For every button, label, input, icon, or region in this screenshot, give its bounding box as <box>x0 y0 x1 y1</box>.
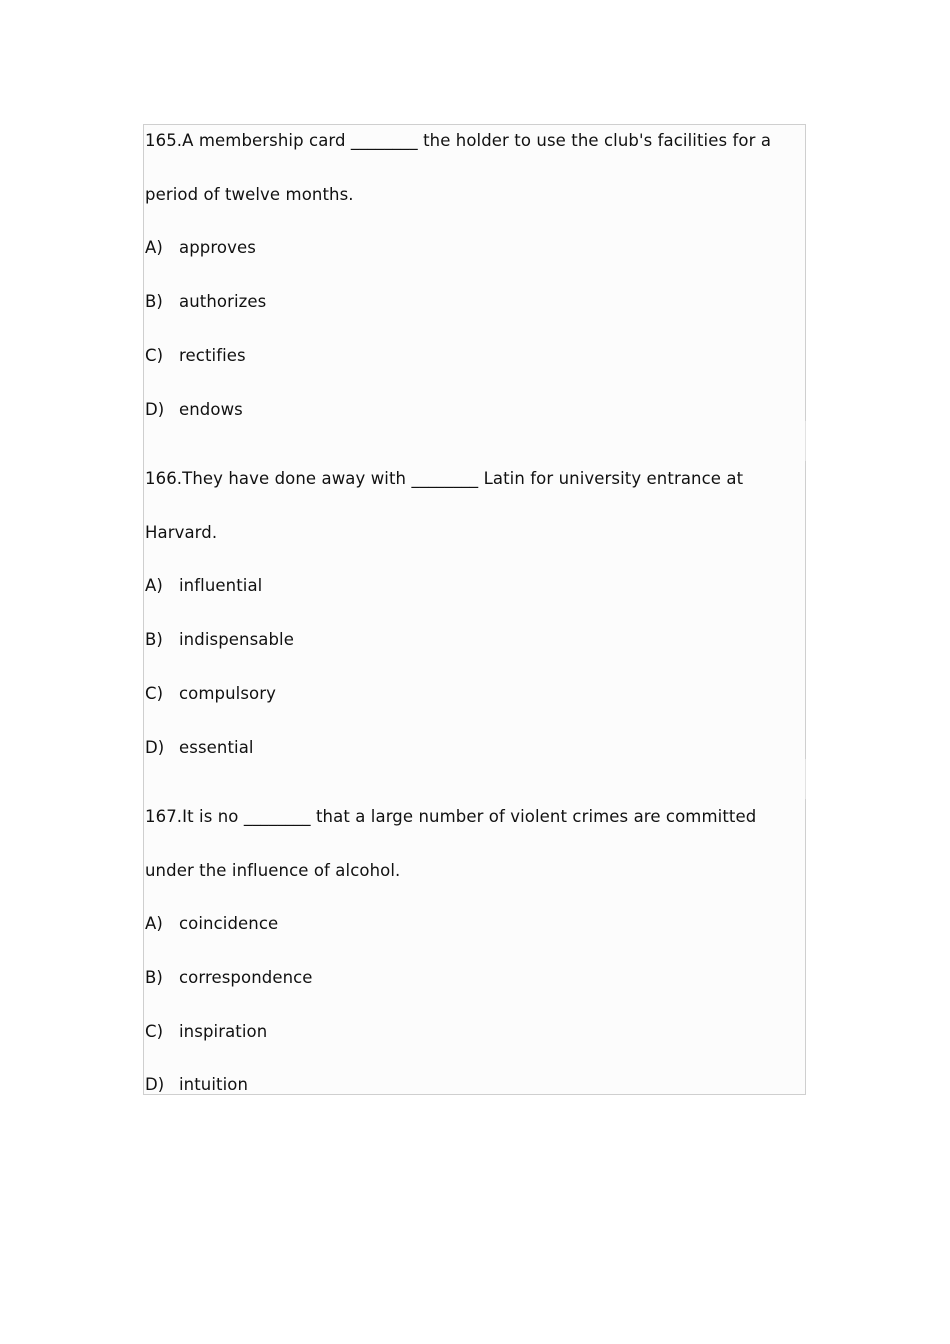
option-text: inspiration <box>179 1022 268 1041</box>
question-165-option-a[interactable] <box>145 238 256 258</box>
option-text: essential <box>179 738 254 757</box>
question-167-text-line1: 167.It is no ________ that a large number of violent crimes are committed <box>145 807 757 826</box>
option-text: approves <box>179 238 256 257</box>
option-text: compulsory <box>179 684 276 703</box>
option-text: coincidence <box>179 914 279 933</box>
option-letter: C) <box>145 1022 164 1041</box>
question-166-option-b[interactable] <box>145 630 294 650</box>
question-166-option-d[interactable] <box>145 738 254 758</box>
question-166-option-c[interactable] <box>145 684 276 704</box>
question-166-text-line1: 166.They have done away with ________ Latin for university entrance at <box>145 469 744 488</box>
question-166-option-a[interactable] <box>145 576 262 596</box>
option-text: influential <box>179 576 263 595</box>
question-165-option-b[interactable] <box>145 292 266 312</box>
question-167-option-c[interactable] <box>145 1022 267 1042</box>
question-167-option-d[interactable] <box>145 1075 248 1095</box>
option-letter: B) <box>145 968 163 987</box>
question-165-option-c[interactable] <box>145 346 246 366</box>
option-letter: A) <box>145 576 163 595</box>
option-letter: C) <box>145 346 164 365</box>
option-text: endows <box>179 400 243 419</box>
section-divider <box>805 759 806 799</box>
question-166-text-line2: Harvard. <box>145 523 218 542</box>
option-text: rectifies <box>179 346 246 365</box>
option-text: intuition <box>179 1075 249 1094</box>
question-167-option-a[interactable] <box>145 914 278 934</box>
question-165-text-line1: 165.A membership card ________ the holder to use the club's facilities for a <box>145 131 772 150</box>
question-165-text-line2: period of twelve months. <box>145 185 354 204</box>
option-letter: A) <box>145 914 163 933</box>
option-letter: B) <box>145 292 163 311</box>
option-letter: D) <box>145 738 165 757</box>
option-letter: A) <box>145 238 163 257</box>
option-text: correspondence <box>179 968 313 987</box>
option-letter: B) <box>145 630 163 649</box>
option-text: authorizes <box>179 292 267 311</box>
option-letter: D) <box>145 1075 165 1094</box>
question-167-option-b[interactable] <box>145 968 313 988</box>
question-167-text-line2: under the influence of alcohol. <box>145 861 401 880</box>
option-letter: C) <box>145 684 164 703</box>
question-165-option-d[interactable] <box>145 400 243 420</box>
section-divider <box>805 421 806 461</box>
option-text: indispensable <box>179 630 294 649</box>
option-letter: D) <box>145 400 165 419</box>
question-container <box>143 124 806 1095</box>
